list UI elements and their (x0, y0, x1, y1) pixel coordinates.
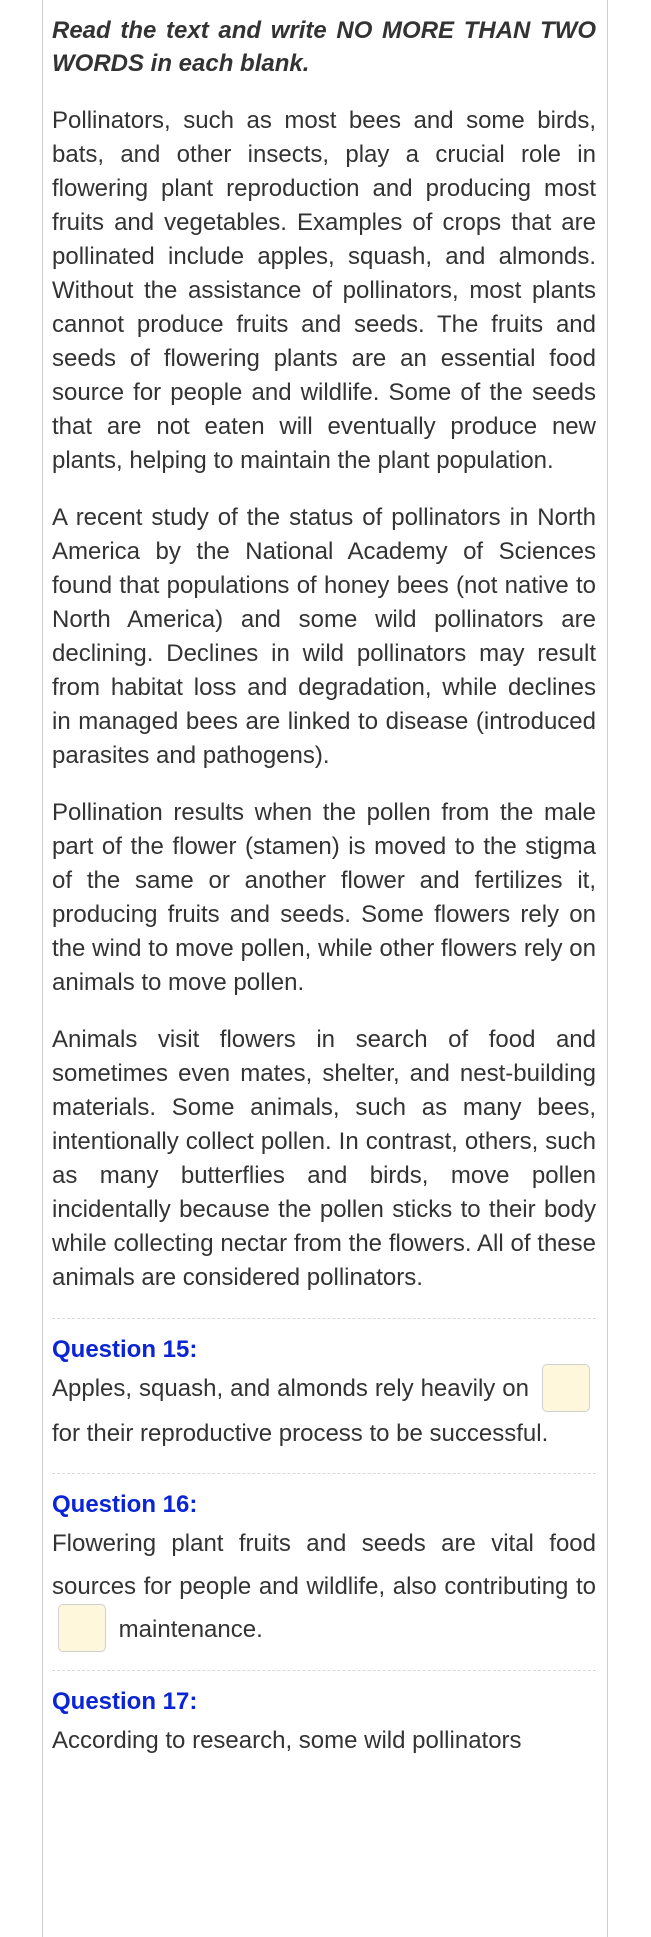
passage-paragraph-2: A recent study of the status of pollinators in North America by the National Academy of Sciences found that populations of honey bees (not native to North America) and some wild pollinators are declining. Declines in wild pollinators may result from habitat loss and degradation, while declines in managed bees are linked to disease (introduced parasites and pathogens). (52, 504, 596, 769)
question-16-after-blank: maintenance. (118, 1615, 263, 1643)
passage-paragraph-1: Pollinators, such as most bees and some birds, bats, and other insects, play a crucial role in flowering plant reproduction and producing most fruits and vegetables. Examples of crops that are pollinated include apples, squash, and almonds. Without the assistance of pollinators, most plants cannot produce fruits and seeds. The fruits and seeds of flowering plants are an essential food source for people and wildlife. Some of the seeds that are not eaten will eventually produce new plants, helping to maintain the plant population. (52, 107, 596, 474)
question-17-title: Question 17: (52, 1688, 198, 1716)
question-15-before-blank: Apples, squash, and almonds rely heavily on (52, 1375, 529, 1402)
question-17-before-blank: According to research, some wild pollinators (52, 1727, 522, 1755)
question-15 (52, 1318, 596, 1455)
question-15-title: Question 15: (52, 1336, 198, 1363)
question-17 (52, 1670, 596, 1762)
reading-exercise (52, 14, 596, 1780)
question-16-title: Question 16: (52, 1490, 198, 1518)
question-15-after-blank: for their reproductive process to be successful. (52, 1419, 549, 1447)
question-16-text (52, 1522, 596, 1653)
question-16-answer-box[interactable] (58, 1604, 106, 1652)
question-15-text (52, 1367, 596, 1455)
instruction-text: Read the text and write NO MORE THAN TWO WORDS in each blank. (52, 17, 596, 77)
passage-paragraph-3: Pollination results when the pollen from the male part of the flower (stamen) is moved to the stigma of the same or another flower and fertilizes it, producing fruits and seeds. Some flowers rely on the wind to move pollen, while other flowers rely on animals to move pollen. (52, 799, 596, 996)
question-16-before-blank: Flowering plant fruits and seeds are vital food sources for people and wildlife, also contributing to (52, 1529, 596, 1600)
reading-passage (52, 104, 596, 1295)
question-16 (52, 1473, 596, 1653)
question-15-answer-box[interactable] (542, 1364, 590, 1412)
passage-paragraph-4: Animals visit flowers in search of food and sometimes even mates, shelter, and nest-building materials. Some animals, such as many bees, intentionally collect pollen. In contrast, others, such as many butterflies and birds, move pollen incidentally because the pollen sticks to their body while collecting nectar from the flowers. All of these animals are considered pollinators. (52, 1026, 596, 1291)
question-17-text (52, 1719, 596, 1762)
